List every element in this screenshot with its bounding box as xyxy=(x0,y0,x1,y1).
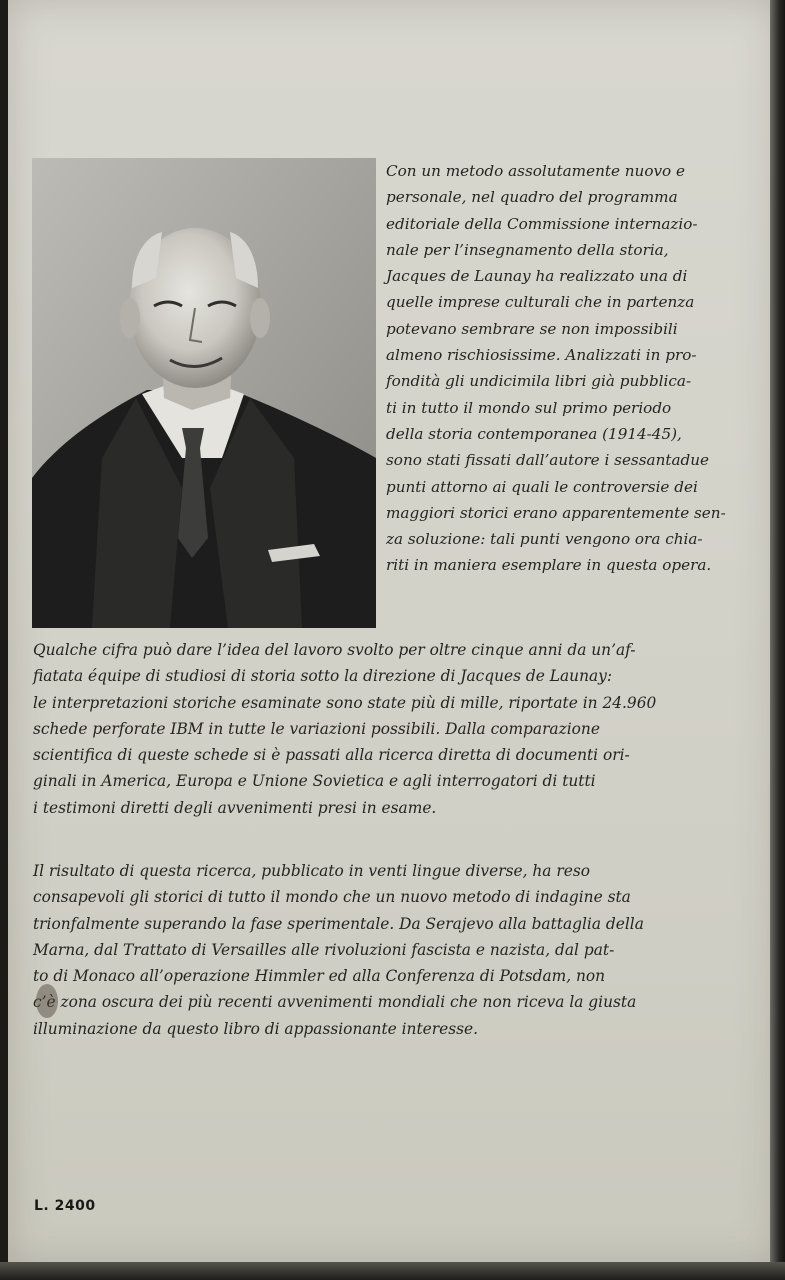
text-line: della storia contemporanea (1914-45), xyxy=(386,424,682,443)
text-line: Qualche cifra può dare l’idea del lavoro svolto per oltre cinque anni da un’af- xyxy=(33,641,636,659)
text-line: almeno rischiosissime. Analizzati in pro- xyxy=(386,346,697,365)
text-line: schede perforate IBM in tutte le variazioni possibili. Dalla comparazione xyxy=(33,719,600,738)
text-line: maggiori storici erano apparentemente sen- xyxy=(386,503,726,522)
text-line: za soluzione: tali punti vengono ora chia- xyxy=(386,530,703,549)
paragraph-2 xyxy=(33,637,768,821)
text-line: Marna, dal Trattato di Versailles alle rivoluzioni fascista e nazista, dal pat- xyxy=(33,940,615,959)
text-line: le interpretazioni storiche esaminate sono state più di mille, riportate in 24.960 xyxy=(33,693,657,712)
text-line: ginali in America, Europa e Unione Sovietica e agli interrogatori di tutti xyxy=(33,772,596,791)
text-line: ti in tutto il mondo sul primo periodo xyxy=(386,398,672,417)
text-line: scientifica di queste schede si è passati alla ricerca diretta di documenti ori- xyxy=(33,746,630,765)
text-line: riti in maniera esemplare in questa opera. xyxy=(386,556,712,575)
text-line: fondità gli undicimila libri già pubblica- xyxy=(386,372,692,391)
text-line: c’è zona oscura dei più recenti avvenimenti mondiali che non riceva la giusta xyxy=(33,993,637,1012)
text-line: quelle imprese culturali che in partenza xyxy=(386,293,695,312)
text-line: sono stati fissati dall’autore i sessantadue xyxy=(386,451,710,470)
author-portrait xyxy=(32,158,376,628)
text-line: editoriale della Commissione internazio- xyxy=(386,214,698,233)
text-line: fiatata équipe di studiosi di storia sotto la direzione di Jacques de Launay: xyxy=(33,667,613,686)
price-label: L. 2400 xyxy=(34,1198,96,1214)
text-line: i testimoni diretti degli avvenimenti presi in esame. xyxy=(33,798,437,817)
text-line: nale per l’insegnamento della storia, xyxy=(386,240,669,259)
paragraph-3 xyxy=(33,858,768,1042)
text-line: Jacques de Launay ha realizzato una di xyxy=(386,267,688,286)
text-line: to di Monaco all’operazione Himmler ed alla Conferenza di Potsdam, non xyxy=(33,967,606,986)
text-line: personale, nel quadro del programma xyxy=(386,188,678,207)
text-line: Il risultato di questa ricerca, pubblicato in venti lingue diverse, ha reso xyxy=(33,862,590,880)
text-line: trionfalmente superando la fase sperimentale. Da Serajevo alla battaglia della xyxy=(33,914,644,933)
author-portrait-drawing xyxy=(32,158,376,628)
text-line: potevano sembrare se non impossibili xyxy=(386,319,678,338)
text-line: illuminazione da questo libro di appassionante interesse. xyxy=(33,1019,479,1038)
text-line: Con un metodo assolutamente nuovo e xyxy=(386,162,686,180)
bottom-edge-shadow xyxy=(0,1262,785,1280)
text-line: punti attorno ai quali le controversie dei xyxy=(386,477,698,496)
right-column-text xyxy=(386,158,781,579)
ink-stain xyxy=(36,984,58,1018)
text-line: consapevoli gli storici di tutto il mondo che un nuovo metodo di indagine sta xyxy=(33,888,631,907)
